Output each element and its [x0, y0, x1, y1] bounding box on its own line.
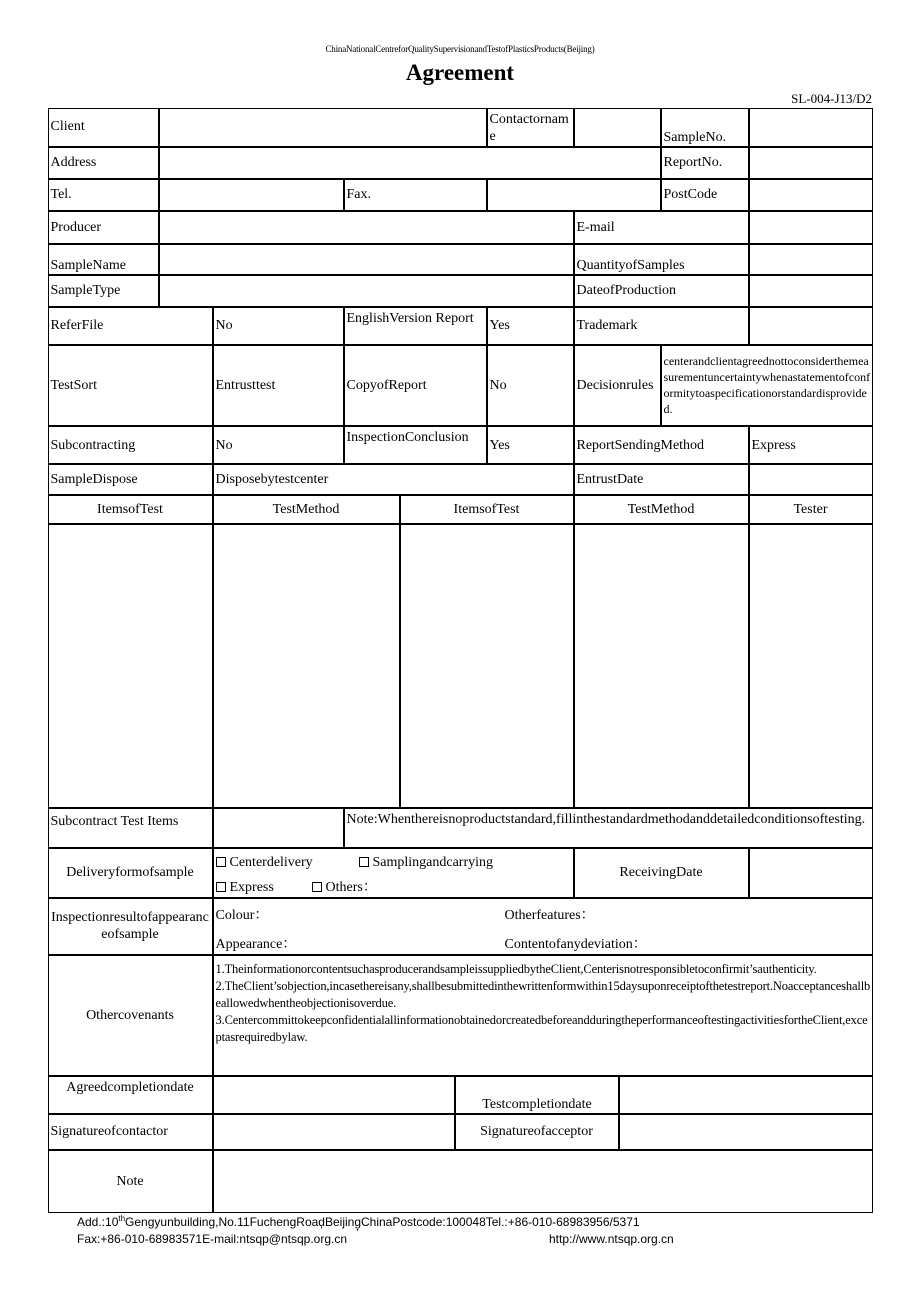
english-version-report-label: EnglishVersion Report — [344, 307, 487, 345]
sample-name-field[interactable] — [159, 244, 574, 275]
footer-fax-email: Fax:+86-010-68983571E-mail:ntsqp@ntsqp.org.cn — [77, 1232, 348, 1246]
decision-rules-label: Decisionrules — [574, 345, 661, 426]
receiving-date-field[interactable] — [749, 848, 873, 898]
option-express[interactable]: Express — [216, 879, 274, 896]
organization-name: ChinaNationalCentreforQualitySupervisionandTestofPlasticsProducts(Beijing) — [325, 44, 595, 54]
report-no-field[interactable] — [749, 147, 873, 179]
colour-field[interactable]: Colour： — [215, 907, 269, 923]
subcontracting-label: Subcontracting — [48, 426, 213, 464]
tel-field[interactable] — [159, 179, 344, 211]
sample-type-label: SampleType — [48, 275, 159, 307]
sample-no-field[interactable] — [749, 108, 873, 147]
signature-contactor-field[interactable] — [213, 1114, 455, 1150]
post-code-field[interactable] — [749, 179, 873, 211]
sample-no-label: SampleNo. — [661, 108, 749, 147]
option-sampling-carrying[interactable]: Samplingandcarrying — [359, 854, 494, 871]
client-label: Client — [48, 108, 159, 147]
test-method-area-1[interactable] — [213, 524, 400, 808]
agreed-completion-date-label: Agreedcompletiondate — [48, 1076, 213, 1114]
tester-area[interactable] — [749, 524, 873, 808]
agreement-form — [48, 108, 873, 1213]
delivery-form-label: Deliveryformofsample — [48, 848, 213, 898]
report-sending-value[interactable]: Express — [749, 426, 873, 464]
report-sending-method-label: ReportSendingMethod — [574, 426, 749, 464]
appearance-field[interactable]: Appearance： — [215, 936, 297, 952]
sample-type-field[interactable] — [159, 275, 574, 307]
signature-contactor-label: Signatureofcontactor — [48, 1114, 213, 1150]
test-completion-date-field[interactable] — [619, 1076, 873, 1114]
trademark-label: Trademark — [574, 307, 749, 345]
quantity-of-samples-label: QuantityofSamples — [574, 244, 749, 275]
col-items-of-test-2: ItemsofTest — [400, 495, 574, 524]
inspection-conclusion-label: InspectionConclusion — [344, 426, 487, 464]
inspection-result-label: Inspectionresultofappearanceofsample — [48, 898, 213, 955]
post-code-label: PostCode — [661, 179, 749, 211]
covenant-3: 3.CentercommittokeepconfidentialallinformationobtainedorcreatedbeforeandduringtheperformanceoftestingactivitiesfortheClient,exceptasrequiredbylaw. — [215, 1012, 868, 1044]
test-sort-label: TestSort — [48, 345, 213, 426]
trademark-field[interactable] — [749, 307, 873, 345]
signature-acceptor-field[interactable] — [619, 1114, 873, 1150]
footer-website[interactable]: http://www.ntsqp.org.cn — [549, 1232, 674, 1246]
refer-file-label: ReferFile — [48, 307, 213, 345]
test-sort-value[interactable]: Entrusttest — [213, 345, 344, 426]
checkbox-icon[interactable] — [312, 882, 322, 892]
signature-acceptor-label: Signatureofacceptor — [455, 1114, 619, 1150]
page-title: Agreement — [405, 60, 515, 85]
fax-label: Fax. — [344, 179, 487, 211]
report-no-label: ReportNo. — [661, 147, 749, 179]
items-of-test-area-1[interactable] — [48, 524, 213, 808]
sample-name-label: SampleName — [48, 244, 159, 275]
address-field[interactable] — [159, 147, 661, 179]
subcontract-test-items-field[interactable] — [213, 808, 344, 848]
note-label: Note — [48, 1150, 213, 1213]
other-covenants-label: Othercovenants — [48, 955, 213, 1076]
contactor-name-label: Contactorname — [487, 108, 574, 147]
tel-label: Tel. — [48, 179, 159, 211]
covenant-2: 2.TheClient’sobjection,incasethereisany,shallbesubmittedinthewrittenformwithin15daysuponreceiptofthetestreport.Noacceptanceshallbeallowedwhentheobjectionisoverdue. — [215, 978, 871, 1010]
fax-field[interactable] — [487, 179, 661, 211]
delivery-options — [213, 848, 574, 898]
copy-of-report-value[interactable]: No — [487, 345, 574, 426]
client-field[interactable] — [159, 108, 487, 147]
subcontract-test-items-label: Subcontract Test Items — [48, 808, 213, 848]
checkbox-icon[interactable] — [359, 857, 369, 867]
option-center-delivery[interactable]: Centerdelivery — [216, 854, 313, 871]
footer-address: Add.:10thGengyunbuilding,No.11FuchengRoad̦Beijing̦ChinaPostcode:100048Tel.:+86-010-68983956/5371 — [77, 1214, 640, 1229]
decision-rules-text: centerandclientagreednottoconsiderthemeasurementuncertaintywhenastatementofconformitytoaspecificationorstandardisprovided. — [661, 345, 873, 426]
content-deviation-field[interactable]: Contentofanydeviation： — [504, 936, 647, 952]
producer-label: Producer — [48, 211, 159, 244]
entrust-date-label: EntrustDate — [574, 464, 749, 495]
contactor-name-field[interactable] — [574, 108, 661, 147]
sample-dispose-value[interactable]: Disposebytestcenter — [213, 464, 574, 495]
covenants-text — [213, 955, 873, 1076]
col-items-of-test-1: ItemsofTest — [48, 495, 213, 524]
date-of-production-field[interactable] — [749, 275, 873, 307]
email-label: E-mail — [574, 211, 749, 244]
test-method-area-2[interactable] — [574, 524, 749, 808]
inspection-conclusion-value[interactable]: Yes — [487, 426, 574, 464]
col-test-method-2: TestMethod — [574, 495, 749, 524]
document-code: SL-004-J13/D2 — [791, 91, 872, 106]
col-test-method-1: TestMethod — [213, 495, 400, 524]
test-completion-date-label: Testcompletiondate — [455, 1076, 619, 1114]
quantity-of-samples-field[interactable] — [749, 244, 873, 275]
entrust-date-field[interactable] — [749, 464, 873, 495]
date-of-production-label: DateofProduction — [574, 275, 749, 307]
other-features-field[interactable]: Otherfeatures： — [504, 907, 595, 923]
address-label: Address — [48, 147, 159, 179]
receiving-date-label: ReceivingDate — [574, 848, 749, 898]
checkbox-icon[interactable] — [216, 882, 226, 892]
covenant-1: 1.TheinformationorcontentsuchasproducerandsampleissuppliedbytheClient,Centerisnotresponsibletoconfirmit’sauthenticity. — [215, 961, 817, 976]
sample-dispose-label: SampleDispose — [48, 464, 213, 495]
english-version-value[interactable]: Yes — [487, 307, 574, 345]
col-tester: Tester — [749, 495, 873, 524]
note-field[interactable] — [213, 1150, 873, 1213]
note-no-standard: Note:Whenthereisnoproductstandard,fillinthestandardmethodanddetailedconditionsoftesting. — [344, 808, 873, 848]
option-others[interactable]: Others： — [312, 879, 377, 896]
inspection-result-fields — [213, 898, 873, 955]
copy-of-report-label: CopyofReport — [344, 345, 487, 426]
refer-file-value[interactable]: No — [213, 307, 344, 345]
items-of-test-area-2[interactable] — [400, 524, 574, 808]
producer-field[interactable] — [159, 211, 574, 244]
agreed-completion-date-field[interactable] — [213, 1076, 455, 1114]
subcontracting-value[interactable]: No — [213, 426, 344, 464]
checkbox-icon[interactable] — [216, 857, 226, 867]
email-field[interactable] — [749, 211, 873, 244]
